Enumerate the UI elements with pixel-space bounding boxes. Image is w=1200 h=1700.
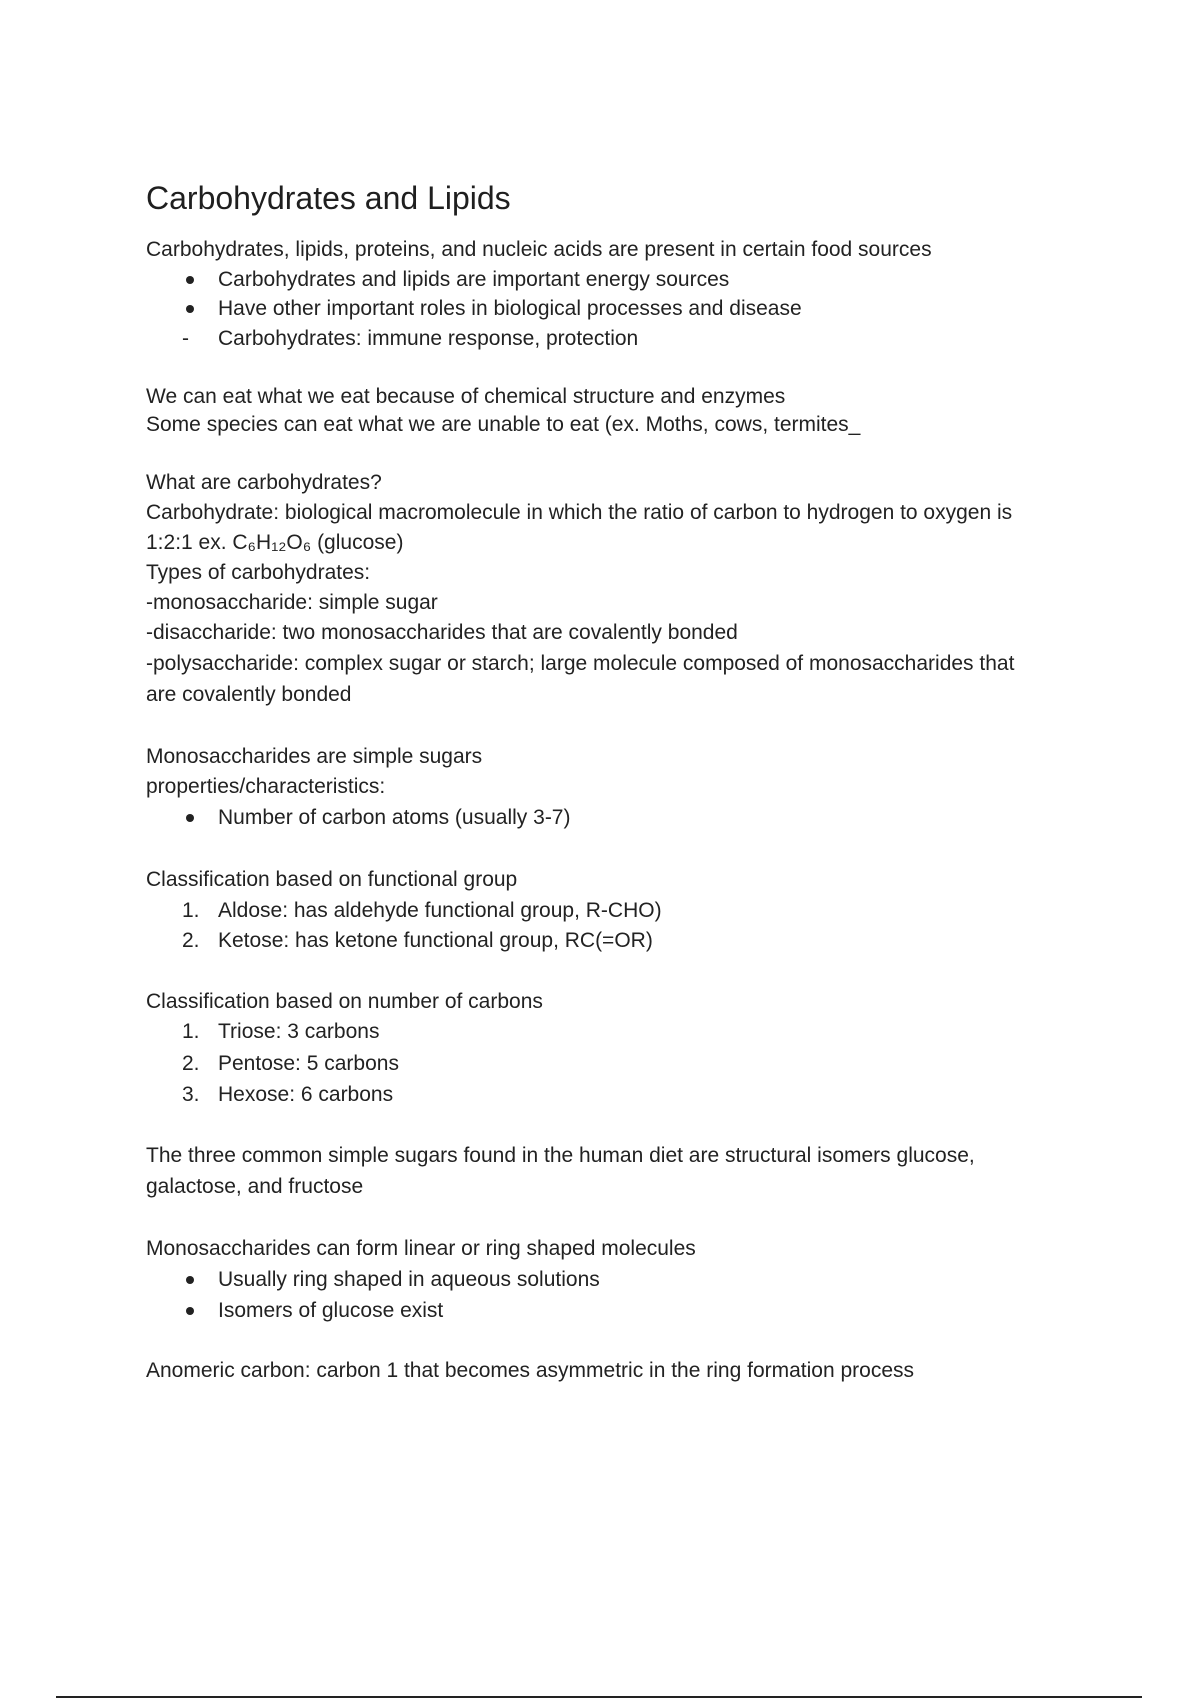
list-number: 1. bbox=[182, 899, 200, 922]
section-heading: Monosaccharides are simple sugars bbox=[146, 745, 483, 768]
list-item: Usually ring shaped in aqueous solutions bbox=[218, 1268, 600, 1291]
paragraph: properties/characteristics: bbox=[146, 775, 386, 798]
paragraph: We can eat what we eat because of chemical structure and enzymes bbox=[146, 385, 786, 408]
intro-text: Carbohydrates, lipids, proteins, and nucleic acids are present in certain food sources bbox=[146, 238, 932, 261]
list-item: Pentose: 5 carbons bbox=[218, 1052, 399, 1075]
list-number: 2. bbox=[182, 929, 200, 952]
list-number: 1. bbox=[182, 1020, 200, 1043]
bullet-dot-icon bbox=[186, 814, 194, 822]
list-item: Number of carbon atoms (usually 3-7) bbox=[218, 806, 571, 829]
section-heading: What are carbohydrates? bbox=[146, 471, 382, 494]
paragraph: are covalently bonded bbox=[146, 683, 352, 706]
paragraph: Carbohydrate: biological macromolecule in which the ratio of carbon to hydrogen to oxygen is bbox=[146, 501, 1013, 524]
list-item: Triose: 3 carbons bbox=[218, 1020, 380, 1043]
paragraph: 1:2:1 ex. C₆H₁₂O₆ (glucose) bbox=[146, 531, 404, 554]
list-item: Ketose: has ketone functional group, RC(=OR) bbox=[218, 929, 653, 952]
paragraph: Some species can eat what we are unable to eat (ex. Moths, cows, termites_ bbox=[146, 413, 861, 436]
bullet-dot-icon bbox=[186, 305, 194, 313]
footer-divider bbox=[56, 1696, 1142, 1698]
list-item: Aldose: has aldehyde functional group, R-CHO) bbox=[218, 899, 662, 922]
bullet-dot-icon bbox=[186, 276, 194, 284]
list-item: Carbohydrates: immune response, protection bbox=[218, 327, 639, 350]
paragraph: galactose, and fructose bbox=[146, 1175, 364, 1198]
paragraph: The three common simple sugars found in the human diet are structural isomers glucose, bbox=[146, 1144, 975, 1167]
list-number: 3. bbox=[182, 1083, 200, 1106]
paragraph: Types of carbohydrates: bbox=[146, 561, 371, 584]
list-item: Have other important roles in biological processes and disease bbox=[218, 297, 802, 320]
section-heading: Classification based on functional group bbox=[146, 868, 518, 891]
section-heading: Monosaccharides can form linear or ring shaped molecules bbox=[146, 1237, 696, 1260]
dash-marker: - bbox=[182, 327, 189, 350]
paragraph: Anomeric carbon: carbon 1 that becomes asymmetric in the ring formation process bbox=[146, 1359, 915, 1382]
list-item: Isomers of glucose exist bbox=[218, 1299, 444, 1322]
paragraph: -disaccharide: two monosaccharides that are covalently bonded bbox=[146, 621, 738, 644]
page-title: Carbohydrates and Lipids bbox=[146, 180, 511, 216]
bullet-dot-icon bbox=[186, 1307, 194, 1315]
paragraph: -polysaccharide: complex sugar or starch; large molecule composed of monosaccharides that bbox=[146, 652, 1015, 675]
list-number: 2. bbox=[182, 1052, 200, 1075]
section-heading: Classification based on number of carbons bbox=[146, 990, 543, 1013]
list-item: Hexose: 6 carbons bbox=[218, 1083, 394, 1106]
list-item: Carbohydrates and lipids are important energy sources bbox=[218, 268, 730, 291]
bullet-dot-icon bbox=[186, 1276, 194, 1284]
paragraph: -monosaccharide: simple sugar bbox=[146, 591, 438, 614]
